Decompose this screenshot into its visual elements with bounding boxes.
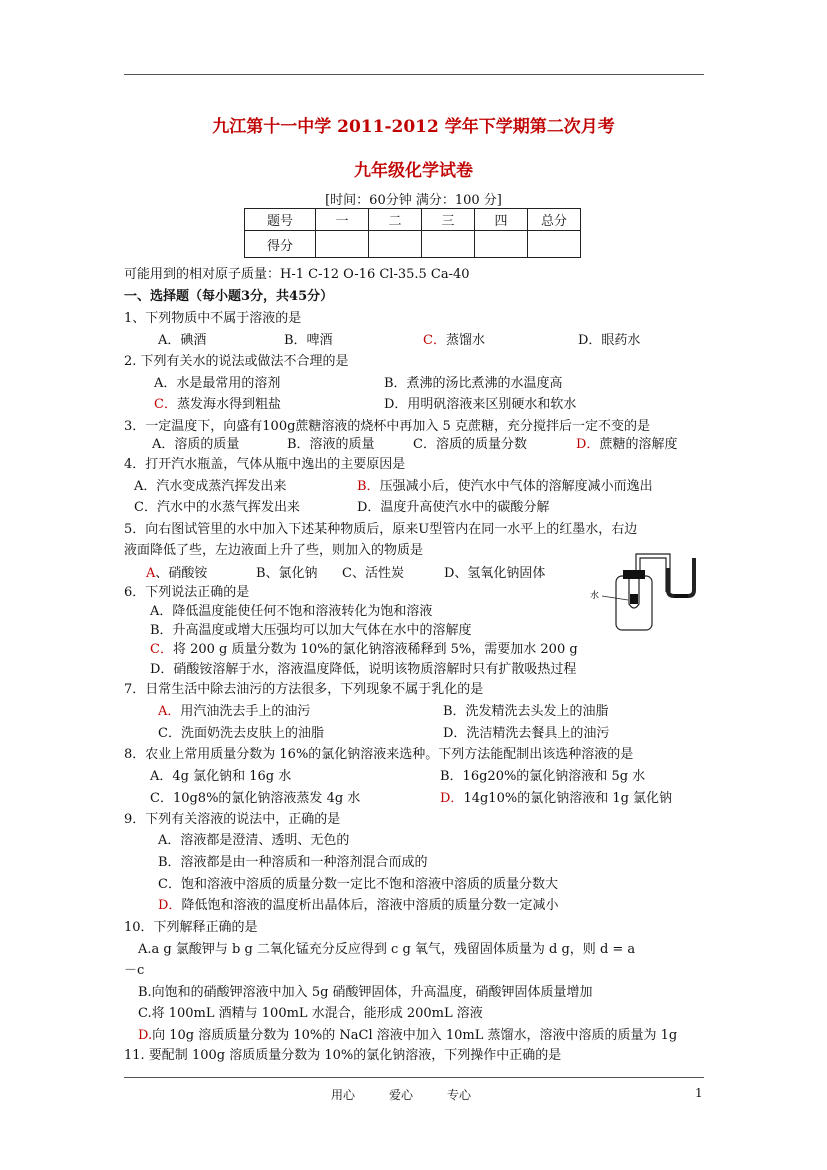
u-tube-apparatus-figure xyxy=(588,548,704,634)
option-a: A．水是最常用的溶剂 xyxy=(154,376,281,391)
option-letter: C． xyxy=(150,642,173,657)
option-d xyxy=(138,1027,677,1045)
time-info: [时间：60分钟 满分：100 分] xyxy=(325,193,502,208)
score-header-cell: 二 xyxy=(369,209,422,231)
option-b: B．溶液的质量 xyxy=(287,437,375,452)
option-text: 向 10g 溶质质量分数为 10%的 NaCl 溶液中加入 10mL 蒸馏水，溶液中溶质的质量为 1g xyxy=(152,1028,678,1043)
option-b: B．煮沸的汤比煮沸的水温度高 xyxy=(384,376,563,391)
option-a: A．溶质的质量 xyxy=(152,437,240,452)
option-d: D．洗洁精洗去餐具上的油污 xyxy=(443,726,610,741)
question-stem-cont: 液面降低了些，左边液面上升了些，则加入的物质是 xyxy=(124,543,424,558)
exam-subtitle: 九年级化学试卷 xyxy=(354,161,473,181)
option-d: D．用明矾溶液来区别硬水和软水 xyxy=(384,397,577,412)
score-cell[interactable] xyxy=(316,231,369,258)
footer-word: 用心 xyxy=(331,1088,356,1102)
atomic-mass-note: 可能用到的相对原子质量：H-1 C-12 O-16 Cl-35.5 Ca-40 xyxy=(124,267,470,282)
exam-title: 九江第十一中学 2011-2012 学年下学期第二次月考 xyxy=(212,117,615,137)
option-letter: B． xyxy=(357,479,380,494)
option-c: C．饱和溶液中溶质的质量分数一定比不饱和溶液中溶质的质量分数大 xyxy=(158,877,558,892)
option-d xyxy=(576,436,677,454)
question-stem: 8．农业上常用质量分数为 16%的氯化钠溶液来选种。下列方法能配制出该选种溶液的是 xyxy=(124,747,634,762)
figure-water-label: 水 xyxy=(590,591,600,601)
option-c: C．汽水中的水蒸气挥发出来 xyxy=(134,500,300,515)
option-d xyxy=(440,790,672,808)
question-stem: 6．下列说法正确的是 xyxy=(124,585,250,600)
option-c: C．溶质的质量分数 xyxy=(413,437,527,452)
score-header-cell: 四 xyxy=(475,209,528,231)
option-b: B．升高温度或增大压强均可以加大气体在水中的溶解度 xyxy=(150,623,472,638)
option-b: B．16g20%的氯化钠溶液和 5g 水 xyxy=(440,769,646,784)
score-table-header-row xyxy=(245,209,581,231)
question-stem: 10．下列解释正确的是 xyxy=(124,920,258,935)
score-header-cell: 总分 xyxy=(528,209,581,231)
option-a: A.a g 氯酸钾与 b g 二氧化锰充分反应得到 c g 氧气，残留固体质量为 d g，则 d = a xyxy=(138,942,636,957)
option-c: C．洗面奶洗去皮肤上的油脂 xyxy=(158,726,324,741)
option-letter: C． xyxy=(423,333,446,348)
score-cell[interactable] xyxy=(475,231,528,258)
score-header-cell: 一 xyxy=(316,209,369,231)
option-d: D．温度升高使汽水中的碳酸分解 xyxy=(357,500,550,515)
option-b: B．溶液都是由一种溶质和一种溶剂混合而成的 xyxy=(158,855,428,870)
footer-word: 专心 xyxy=(447,1088,472,1102)
option-d: D．眼药水 xyxy=(578,333,641,348)
option-a-cont: －c xyxy=(124,963,145,978)
option-a: A．降低温度能使任何不饱和溶液转化为饱和溶液 xyxy=(150,604,433,619)
question-stem: 9．下列有关溶液的说法中，正确的是 xyxy=(124,812,341,827)
option-a xyxy=(158,703,310,721)
option-c: C.将 100mL 酒精与 100mL 水混合，能形成 200mL 溶液 xyxy=(138,1006,483,1021)
option-d xyxy=(158,897,558,915)
option-a: A．4g 氯化钠和 16g 水 xyxy=(150,769,292,784)
footer-rule xyxy=(124,1077,704,1078)
option-letter: A． xyxy=(158,704,181,719)
option-c xyxy=(423,332,485,350)
option-b: B.向饱和的硝酸钾溶液中加入 5g 硝酸钾固体，升高温度，硝酸钾固体质量增加 xyxy=(138,985,593,1000)
option-c xyxy=(150,641,578,659)
question-stem: 11. 要配制 100g 溶质质量分数为 10%的氯化钠溶液，下列操作中正确的是 xyxy=(124,1048,562,1063)
score-header-cell: 三 xyxy=(422,209,475,231)
option-a: A．汽水变成蒸汽挥发出来 xyxy=(134,479,287,494)
question-stem: 4．打开汽水瓶盖，气体从瓶中逸出的主要原因是 xyxy=(124,457,406,472)
option-letter: D. xyxy=(138,1028,153,1043)
option-b: B．洗发精洗去头发上的油脂 xyxy=(443,704,609,719)
option-letter: D． xyxy=(158,898,182,913)
option-text: 蒸发海水得到粗盐 xyxy=(176,397,281,412)
question-stem: 3．一定温度下，向盛有100g蔗糖溶液的烧杯中再加入 5 克蔗糖，充分搅拌后一定不变的是 xyxy=(124,419,650,434)
option-text: 压强减小后，使汽水中气体的溶解度减小而逸出 xyxy=(379,479,653,494)
option-c: C．10g8%的氯化钠溶液蒸发 4g 水 xyxy=(150,791,361,806)
header-rule xyxy=(124,74,704,75)
option-text: 蔗糖的溶解度 xyxy=(599,437,678,452)
question-stem: 5．向右图试管里的水中加入下述某种物质后，原来U型管内在同一水平上的红墨水，右边 xyxy=(124,522,638,537)
score-header-cell: 题号 xyxy=(245,209,316,231)
question-stem: 2. 下列有关水的说法或做法不合理的是 xyxy=(124,354,349,369)
question-stem: 7．日常生活中除去油污的方法很多，下列现象不属于乳化的是 xyxy=(124,682,484,697)
score-cell[interactable] xyxy=(528,231,581,258)
option-letter: D． xyxy=(576,437,600,452)
score-table-score-row xyxy=(245,231,581,258)
page-number: 1 xyxy=(695,1086,703,1100)
option-text: 降低饱和溶液的温度析出晶体后，溶液中溶质的质量分数一定减小 xyxy=(181,898,559,913)
option-c xyxy=(154,396,281,414)
score-cell[interactable] xyxy=(369,231,422,258)
score-cell[interactable] xyxy=(422,231,475,258)
option-c: C、活性炭 xyxy=(342,566,404,581)
option-text: 用汽油洗去手上的油污 xyxy=(180,704,311,719)
option-a xyxy=(146,565,207,583)
option-b xyxy=(357,478,653,496)
option-d: D、氢氧化钠固体 xyxy=(444,566,546,581)
option-b: B、氯化钠 xyxy=(256,566,318,581)
option-b: B．啤酒 xyxy=(284,333,333,348)
option-text: 14g10%的氯化钠溶液和 1g 氯化钠 xyxy=(463,791,673,806)
option-letter: C． xyxy=(154,397,177,412)
question-stem: 1、下列物质中不属于溶液的是 xyxy=(124,311,302,326)
section-heading: 一、选择题（每小题3分，共45分） xyxy=(124,289,334,304)
option-letter: D． xyxy=(440,791,464,806)
option-letter: A xyxy=(146,566,156,581)
score-row-label: 得分 xyxy=(245,231,316,258)
option-d: D．硝酸铵溶解于水，溶液温度降低，说明该物质溶解时只有扩散吸热过程 xyxy=(150,662,577,677)
option-a: A．碘酒 xyxy=(158,333,207,348)
footer-word: 爱心 xyxy=(389,1088,414,1102)
option-text: 蒸馏水 xyxy=(445,333,485,348)
option-a: A．溶液都是澄清、透明、无色的 xyxy=(158,833,350,848)
score-table xyxy=(244,208,581,258)
option-text: 将 200 g 质量分数为 10%的氯化钠溶液稀释到 5%，需要加水 200 g xyxy=(172,642,578,657)
option-text: 、硝酸铵 xyxy=(155,566,208,581)
